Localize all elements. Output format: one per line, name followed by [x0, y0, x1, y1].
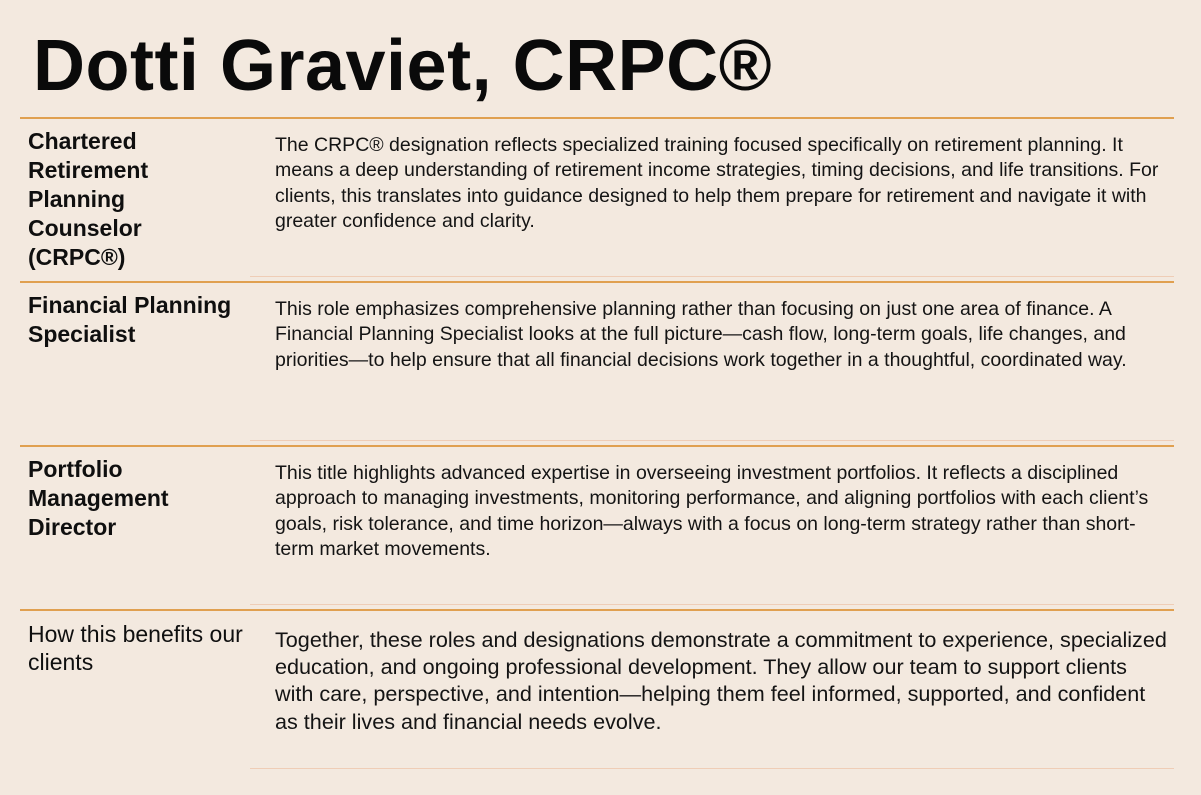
row-label: Chartered Retirement Planning Counselor (CRPC®)	[28, 128, 149, 270]
designation-row-portfolio-management-director	[20, 445, 1174, 609]
row-label: Financial Planning Specialist	[28, 292, 232, 347]
row-description: This role emphasizes comprehensive planning rather than focusing on just one area of finance. A Financial Planning Specialist looks at the full picture—cash flow, long-term goals, life changes, and priorities—to help ensure that all financial decisions work together in a thoughtful, coordinated way.	[275, 298, 1127, 371]
row-description: This title highlights advanced expertise in overseeing investment portfolios. It reflects a disciplined approach to managing investments, monitoring performance, and aligning portfolios with each client’s goals, risk tolerance, and time horizon—always with a focus on long-term strategy rather than short-term market movements.	[275, 462, 1149, 560]
client-benefits-row	[20, 609, 1174, 773]
row-description: The CRPC® designation reflects specialized training focused specifically on retirement planning. It means a deep understanding of retirement income strategies, timing decisions, and life transitions. For clients, this translates into guidance designed to help them prepare for retirement and navigate it with greater confidence and clarity.	[275, 134, 1159, 232]
page-title: Dotti Graviet, CRPC®	[33, 26, 773, 106]
row-divider	[250, 768, 1174, 769]
row-divider	[250, 604, 1174, 605]
row-divider	[250, 276, 1174, 277]
row-label: How this benefits our clients	[28, 621, 243, 675]
designation-row-financial-planning-specialist	[20, 281, 1174, 445]
designation-row-crpc	[20, 117, 1174, 281]
row-divider	[250, 440, 1174, 441]
row-description: Together, these roles and designations demonstrate a commitment to experience, specialized education, and ongoing professional development. They allow our team to support clients with care, perspective, and intention—helping them feel informed, supported, and confident as their lives and financial needs evolve.	[275, 627, 1167, 734]
row-label: Portfolio Management Director	[28, 456, 169, 540]
